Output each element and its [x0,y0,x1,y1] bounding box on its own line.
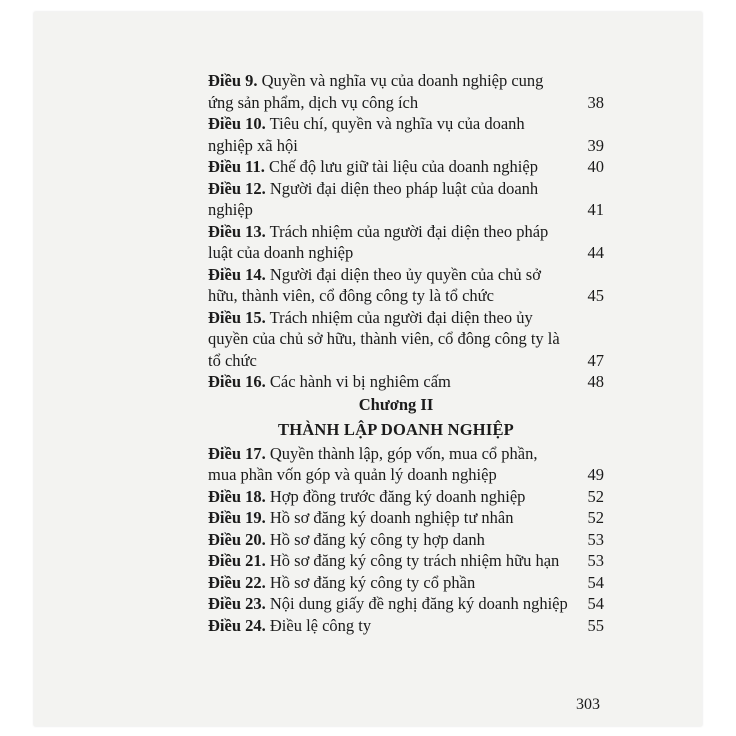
article-title: Hồ sơ đăng ký công ty hợp danh [269,529,485,549]
article-title: Hồ sơ đăng ký công ty trách nhiệm hữu hạn [269,551,560,570]
page-ref: 38 [587,92,604,112]
article-label: Điều 19. [208,508,266,527]
page-ref: 54 [587,572,604,592]
page-number: 303 [576,696,600,713]
page-ref: 40 [587,157,604,176]
toc-entry [208,178,604,221]
article-label: Điều 20. [208,529,266,549]
page-ref: 52 [587,508,604,527]
page-ref: 39 [587,135,604,155]
toc-entry [208,615,604,637]
article-label: Điều 15. [208,307,266,327]
toc-entry [208,221,604,264]
article-title: Các hành vi bị nghiêm cấm [269,372,451,391]
article-title: Quyền và nghĩa vụ của doanh nghiệp cung ứng sản phẩm, dịch vụ công ích [208,71,544,112]
article-label: Điều 23. [208,594,266,613]
page-ref: 55 [587,615,604,635]
toc-entry [208,443,604,486]
toc-entry [208,550,604,572]
page-ref: 52 [587,486,604,506]
page-ref: 41 [587,200,604,219]
article-title: Trách nhiệm của người đại diện theo pháp luật của doanh nghiệp [208,221,549,262]
article-label: Điều 22. [208,572,266,592]
article-label: Điều 21. [208,551,266,570]
toc-entry [208,156,604,178]
article-label: Điều 12. [208,178,266,198]
article-title: Điều lệ công ty [269,615,372,635]
page-ref: 47 [587,350,604,370]
article-label: Điều 16. [208,372,266,391]
table-of-contents [208,70,604,636]
toc-entry [208,572,604,594]
article-label: Điều 10. [208,114,266,133]
article-title: Chế độ lưu giữ tài liệu của doanh nghiệp [268,157,538,176]
page-ref: 44 [587,243,604,262]
article-label: Điều 11. [208,157,265,176]
article-title: Quyền thành lập, góp vốn, mua cổ phần, mua phần vốn góp và quản lý doanh nghiệp [208,443,538,484]
article-label: Điều 13. [208,221,266,241]
toc-entry [208,486,604,508]
article-label: Điều 17. [208,443,266,463]
page-ref: 53 [587,551,604,570]
toc-entry [208,529,604,551]
article-label: Điều 9. [208,71,258,90]
toc-entry [208,507,604,529]
article-title: Hồ sơ đăng ký công ty cổ phần [269,572,476,592]
article-title: Người đại diện theo pháp luật của doanh nghiệp [208,178,539,219]
book-page [34,12,702,726]
article-title: Người đại diện theo ủy quyền của chủ sở hữu, thành viên, cổ đông công ty là tổ chức [208,264,541,305]
article-title: Nội dung giấy đề nghị đăng ký doanh nghiệp [269,594,568,613]
toc-entry [208,307,604,372]
article-label: Điều 24. [208,615,266,635]
article-title: Tiêu chí, quyền và nghĩa vụ của doanh nghiệp xã hội [208,114,525,155]
article-title: Hồ sơ đăng ký doanh nghiệp tư nhân [269,508,514,527]
article-title: Trách nhiệm của người đại diện theo ủy quyền của chủ sở hữu, thành viên, cổ đông công ty là tổ chức [208,307,560,370]
page-ref: 54 [587,594,604,613]
page-ref: 49 [587,465,604,484]
article-label: Điều 18. [208,486,266,506]
toc-entry [208,593,604,615]
toc-entry [208,70,604,113]
chapter-title: THÀNH LẬP DOANH NGHIỆP [278,419,514,439]
toc-entry [208,371,604,393]
toc-entry [208,113,604,156]
page-ref: 48 [587,372,604,391]
toc-entry [208,264,604,307]
chapter-label: Chương II [358,394,434,414]
page-ref: 45 [587,286,604,305]
article-title: Hợp đồng trước đăng ký doanh nghiệp [269,486,526,506]
page-ref: 53 [587,529,604,549]
article-label: Điều 14. [208,264,266,284]
